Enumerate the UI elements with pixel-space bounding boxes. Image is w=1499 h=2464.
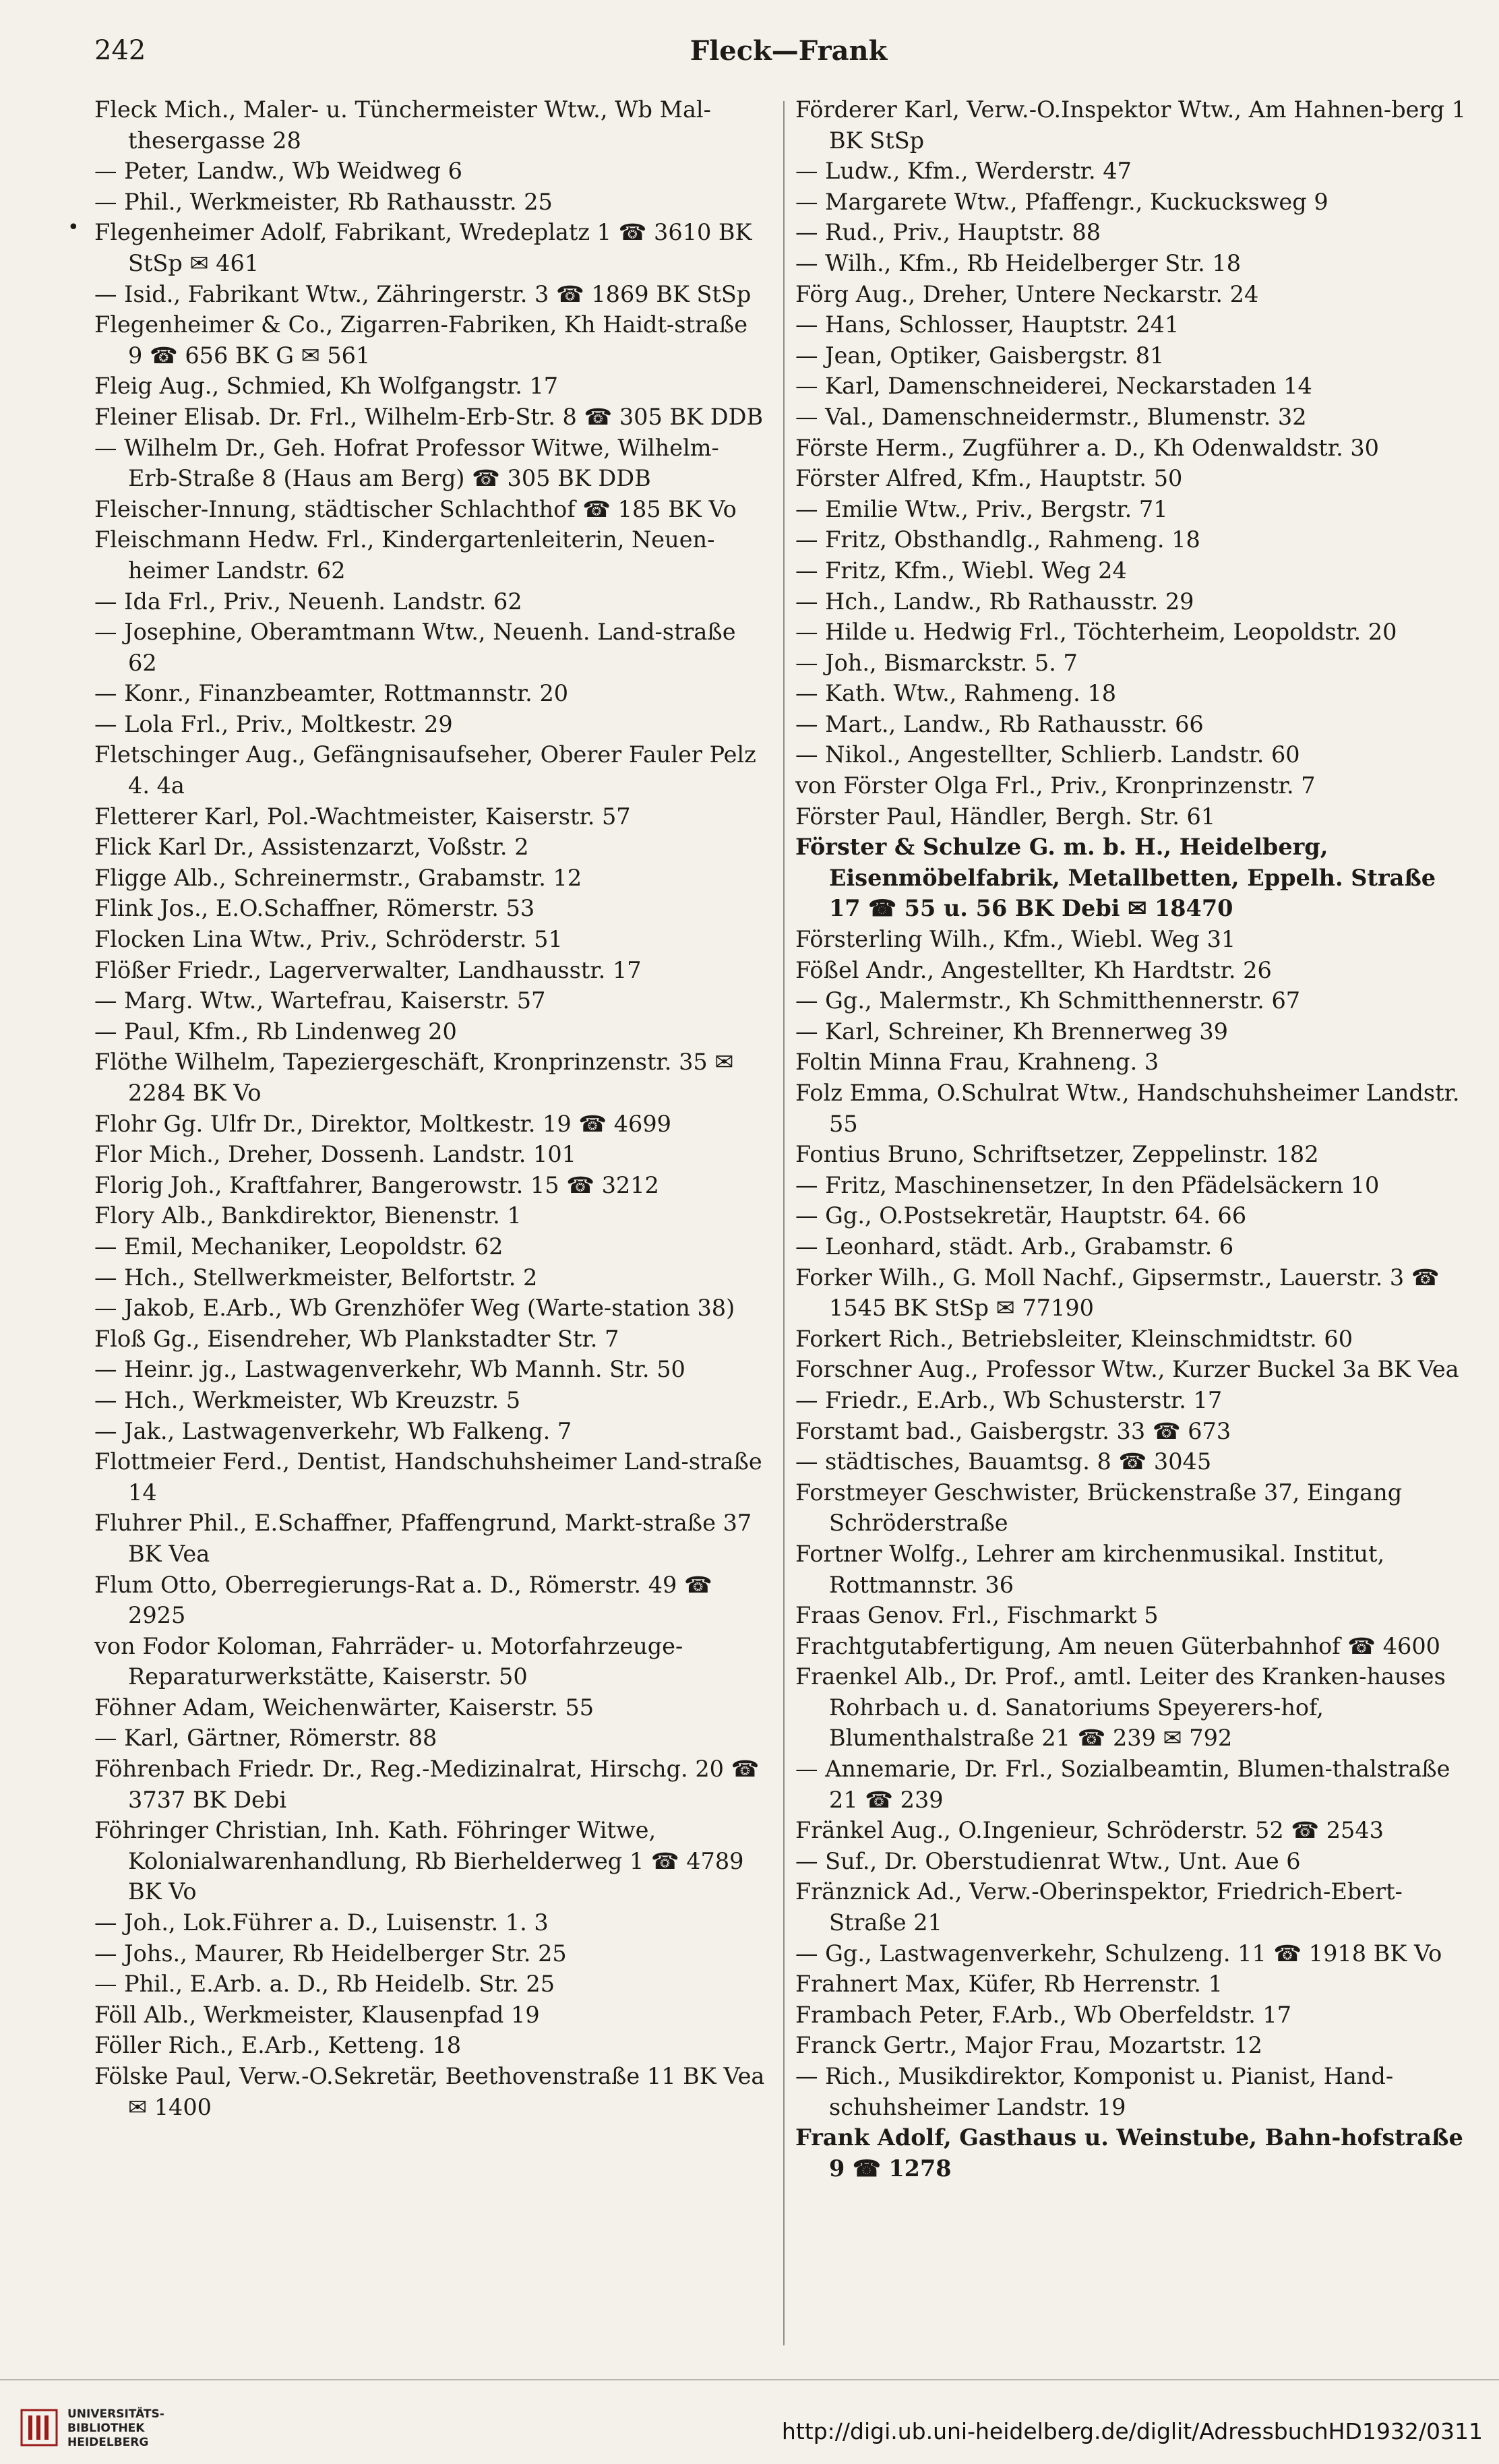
directory-entry: — Gg., O.Postsekretär, Hauptstr. 64. 66: [795, 1202, 1247, 1229]
directory-entry: Föller Rich., E.Arb., Ketteng. 18: [94, 2032, 462, 2059]
directory-entry: — Phil., E.Arb. a. D., Rb Heidelb. Str. 25: [94, 1971, 555, 1998]
directory-entry: Fletterer Karl, Pol.-Wachtmeister, Kaiserstr. 57: [94, 803, 631, 830]
directory-entry: Flegenheimer & Co., Zigarren-Fabriken, Kh Haidt-straße 9 ☎ 656 BK G ✉ 561: [94, 311, 748, 369]
directory-entry: — städtisches, Bauamtsg. 8 ☎ 3045: [795, 1448, 1212, 1475]
directory-entry: Förster Paul, Händler, Bergh. Str. 61: [795, 803, 1216, 830]
directory-entry: — Peter, Landw., Wb Weidweg 6: [94, 158, 462, 185]
directory-entry: Förderer Karl, Verw.-O.Inspektor Wtw., Am Hahnen-berg 1 BK StSp: [795, 96, 1466, 154]
running-title: Fleck—Frank: [690, 35, 888, 67]
directory-entry: — Karl, Gärtner, Römerstr. 88: [94, 1725, 437, 1752]
directory-entry: — Joh., Bismarckstr. 5. 7: [795, 649, 1078, 676]
directory-entry: — Rud., Priv., Hauptstr. 88: [795, 219, 1101, 246]
directory-entry: — Wilhelm Dr., Geh. Hofrat Professor Witwe, Wilhelm-Erb-Straße 8 (Haus am Berg) ☎ 305 BK DDB: [94, 434, 719, 492]
directory-entry: — Jean, Optiker, Gaisbergstr. 81: [795, 342, 1165, 369]
directory-entry: Forkert Rich., Betriebsleiter, Kleinschmidtstr. 60: [795, 1325, 1353, 1352]
directory-entry: Fleig Aug., Schmied, Kh Wolfgangstr. 17: [94, 373, 559, 400]
directory-entry: — Friedr., E.Arb., Wb Schusterstr. 17: [795, 1386, 1223, 1413]
directory-entry: — Kath. Wtw., Rahmeng. 18: [795, 680, 1117, 707]
directory-entry: Forstamt bad., Gaisbergstr. 33 ☎ 673: [795, 1417, 1231, 1444]
directory-entry: Flick Karl Dr., Assistenzarzt, Voßstr. 2: [94, 834, 529, 861]
directory-entry: Flößer Friedr., Lagerverwalter, Landhausstr. 17: [94, 956, 642, 983]
directory-entry: Frambach Peter, F.Arb., Wb Oberfeldstr. 17: [795, 2001, 1292, 2028]
directory-entry: — Fritz, Maschinensetzer, In den Pfädelsäckern 10: [795, 1171, 1380, 1198]
directory-entry: Föhner Adam, Weichenwärter, Kaiserstr. 55: [94, 1694, 594, 1721]
directory-entry: Florig Joh., Kraftfahrer, Bangerowstr. 15 ☎ 3212: [94, 1171, 659, 1198]
logo-line-1: UNIVERSITÄTS-: [67, 2407, 164, 2421]
directory-entry: — Mart., Landw., Rb Rathausstr. 66: [795, 710, 1204, 737]
source-url[interactable]: http://digi.ub.uni-heidelberg.de/diglit/AdressbuchHD1932/0311: [781, 2418, 1483, 2444]
directory-entry: — Emil, Mechaniker, Leopoldstr. 62: [94, 1233, 503, 1260]
page-header: [94, 35, 1483, 75]
directory-entry: — Konr., Finanzbeamter, Rottmannstr. 20: [94, 680, 569, 707]
directory-entry: — Fritz, Kfm., Wiebl. Weg 24: [795, 557, 1127, 584]
directory-entry: — Wilh., Kfm., Rb Heidelberger Str. 18: [795, 249, 1242, 276]
directory-entry: Flegenheimer Adolf, Fabrikant, Wredeplatz 1 ☎ 3610 BK StSp ✉ 461: [94, 219, 752, 276]
directory-entry: Förste Herm., Zugführer a. D., Kh Odenwaldstr. 30: [795, 434, 1379, 461]
directory-entry: Fleischer-Innung, städtischer Schlachthof ☎ 185 BK Vo: [94, 495, 737, 522]
directory-entry: Flottmeier Ferd., Dentist, Handschuhsheimer Land-straße 14: [94, 1448, 762, 1506]
directory-entry: — Lola Frl., Priv., Moltkestr. 29: [94, 710, 453, 737]
page-number: 242: [94, 35, 146, 66]
directory-entry: Flohr Gg. Ulfr Dr., Direktor, Moltkestr. 19 ☎ 4699: [94, 1110, 671, 1137]
directory-entry: — Hans, Schlosser, Hauptstr. 241: [795, 311, 1180, 338]
directory-entry: Floß Gg., Eisendreher, Wb Plankstadter Str. 7: [94, 1325, 619, 1352]
directory-entry: — Joh., Lok.Führer a. D., Luisenstr. 1. 3: [94, 1909, 549, 1936]
directory-entry: Fontius Bruno, Schriftsetzer, Zeppelinstr. 182: [795, 1141, 1319, 1168]
directory-entry: — Ida Frl., Priv., Neuenh. Landstr. 62: [94, 588, 522, 615]
directory-entry: — Leonhard, städt. Arb., Grabamstr. 6: [795, 1233, 1234, 1260]
directory-entry: — Marg. Wtw., Wartefrau, Kaiserstr. 57: [94, 987, 546, 1014]
directory-entry: Föhrenbach Friedr. Dr., Reg.-Medizinalrat, Hirschg. 20 ☎ 3737 BK Debi: [94, 1756, 760, 1813]
directory-entry: — Ludw., Kfm., Werderstr. 47: [795, 158, 1132, 185]
directory-entry: von Förster Olga Frl., Priv., Kronprinzenstr. 7: [795, 772, 1316, 799]
directory-entry: — Annemarie, Dr. Frl., Sozialbeamtin, Blumen-thalstraße 21 ☎ 239: [795, 1756, 1450, 1813]
directory-entry: — Hch., Stellwerkmeister, Belfortstr. 2: [94, 1264, 538, 1291]
directory-entry: Fraas Genov. Frl., Fischmarkt 5: [795, 1602, 1159, 1629]
directory-entry: Fölske Paul, Verw.-O.Sekretär, Beethovenstraße 11 BK Vea ✉ 1400: [94, 2063, 765, 2120]
directory-entry: — Paul, Kfm., Rb Lindenweg 20: [94, 1018, 457, 1045]
left-column: [94, 94, 768, 2345]
directory-entry: Frachtgutabfertigung, Am neuen Güterbahnhof ☎ 4600: [795, 1632, 1440, 1659]
directory-entry: — Nikol., Angestellter, Schlierb. Landstr. 60: [795, 741, 1300, 768]
directory-entry: Fletschinger Aug., Gefängnisaufseher, Oberer Fauler Pelz 4. 4a: [94, 741, 756, 799]
directory-entry: Forker Wilh., G. Moll Nachf., Gipsermstr., Lauerstr. 3 ☎ 1545 BK StSp ✉ 77190: [795, 1264, 1440, 1322]
directory-entry: — Margarete Wtw., Pfaffengr., Kuckucksweg 9: [795, 188, 1328, 215]
directory-entry: — Karl, Damenschneiderei, Neckarstaden 14: [795, 373, 1312, 400]
directory-entry: Föhringer Christian, Inh. Kath. Föhringer Witwe, Kolonialwarenhandlung, Rb Bierhelderweg 1 ☎ 4789 BK Vo: [94, 1817, 744, 1905]
directory-entry: Fortner Wolfg., Lehrer am kirchenmusikal. Institut, Rottmannstr. 36: [795, 1540, 1385, 1598]
right-column: [795, 94, 1469, 2345]
directory-entry: — Jakob, E.Arb., Wb Grenzhöfer Weg (Warte-station 38): [94, 1295, 735, 1322]
directory-entry: Fligge Alb., Schreinermstr., Grabamstr. 12: [94, 864, 582, 891]
directory-entry: Flum Otto, Oberregierungs-Rat a. D., Römerstr. 49 ☎ 2925: [94, 1571, 712, 1629]
directory-entry: Foltin Minna Frau, Krahneng. 3: [795, 1049, 1159, 1076]
library-logo: [20, 2406, 222, 2453]
directory-entry: — Suf., Dr. Oberstudienrat Wtw., Unt. Aue 6: [795, 1847, 1301, 1874]
margin-dot-mark: •: [67, 216, 80, 239]
directory-entry: Fleischmann Hedw. Frl., Kindergartenleiterin, Neuen-heimer Landstr. 62: [94, 526, 715, 584]
directory-entry: Fränkel Aug., O.Ingenieur, Schröderstr. 52 ☎ 2543: [795, 1817, 1384, 1844]
directory-entry: — Johs., Maurer, Rb Heidelberger Str. 25: [94, 1940, 567, 1967]
directory-entry: Forschner Aug., Professor Wtw., Kurzer Buckel 3a BK Vea: [795, 1356, 1459, 1383]
directory-entry: — Gg., Lastwagenverkehr, Schulzeng. 11 ☎ 1918 BK Vo: [795, 1940, 1442, 1967]
directory-entry: — Phil., Werkmeister, Rb Rathausstr. 25: [94, 188, 553, 215]
logo-line-2: BIBLIOTHEK: [67, 2422, 145, 2435]
directory-entry: — Josephine, Oberamtmann Wtw., Neuenh. Land-straße 62: [94, 619, 736, 676]
footer-rule: [0, 2379, 1499, 2380]
directory-entry: Frank Adolf, Gasthaus u. Weinstube, Bahn-hofstraße 9 ☎ 1278: [795, 2124, 1463, 2182]
directory-entry: Flory Alb., Bankdirektor, Bienenstr. 1: [94, 1202, 522, 1229]
column-divider: [783, 101, 785, 2345]
directory-entry: Fluhrer Phil., E.Schaffner, Pfaffengrund, Markt-straße 37 BK Vea: [94, 1510, 752, 1567]
directory-entry: Flink Jos., E.O.Schaffner, Römerstr. 53: [94, 895, 535, 922]
directory-entry: von Fodor Koloman, Fahrräder- u. Motorfahrzeuge-Reparaturwerkstätte, Kaiserstr. 50: [94, 1632, 683, 1690]
logo-line-3: HEIDELBERG: [67, 2436, 149, 2449]
directory-entry: — Hilde u. Hedwig Frl., Töchterheim, Leopoldstr. 20: [795, 619, 1397, 646]
directory-entry: Frahnert Max, Küfer, Rb Herrenstr. 1: [795, 1971, 1223, 1998]
directory-entry: Flor Mich., Dreher, Dossenh. Landstr. 101: [94, 1141, 576, 1168]
directory-entry: — Gg., Malermstr., Kh Schmitthennerstr. 67: [795, 987, 1301, 1014]
directory-entry: Förg Aug., Dreher, Untere Neckarstr. 24: [795, 280, 1259, 307]
directory-entry: — Heinr. jg., Lastwagenverkehr, Wb Mannh. Str. 50: [94, 1356, 685, 1383]
directory-entry: — Val., Damenschneidermstr., Blumenstr. 32: [795, 403, 1307, 430]
directory-entry: Forstmeyer Geschwister, Brückenstraße 37, Eingang Schröderstraße: [795, 1479, 1403, 1537]
directory-entry: — Isid., Fabrikant Wtw., Zähringerstr. 3 ☎ 1869 BK StSp: [94, 280, 752, 307]
directory-entry: — Fritz, Obsthandlg., Rahmeng. 18: [795, 526, 1200, 553]
directory-entry: Fleiner Elisab. Dr. Frl., Wilhelm-Erb-Str. 8 ☎ 305 BK DDB: [94, 403, 764, 430]
directory-entry: Franck Gertr., Major Frau, Mozartstr. 12: [795, 2032, 1262, 2059]
directory-entry: — Hch., Werkmeister, Wb Kreuzstr. 5: [94, 1386, 521, 1413]
directory-entry: Fleck Mich., Maler- u. Tünchermeister Wtw., Wb Mal-thesergasse 28: [94, 96, 711, 154]
directory-entry: — Rich., Musikdirektor, Komponist u. Pianist, Hand-schuhsheimer Landstr. 19: [795, 2063, 1394, 2120]
directory-entry: — Emilie Wtw., Priv., Bergstr. 71: [795, 495, 1168, 522]
directory-entry: Fränznick Ad., Verw.-Oberinspektor, Friedrich-Ebert-Straße 21: [795, 1878, 1403, 1936]
directory-entry: Folz Emma, O.Schulrat Wtw., Handschuhsheimer Landstr. 55: [795, 1080, 1460, 1137]
directory-entry: Förster Alfred, Kfm., Hauptstr. 50: [795, 465, 1183, 492]
directory-entry: Fraenkel Alb., Dr. Prof., amtl. Leiter des Kranken-hauses Rohrbach u. d. Sanatoriums Speyerers-hof, Blumenthalstraße 21 ☎ 239 ✉ 792: [795, 1663, 1446, 1752]
directory-entry: Förster & Schulze G. m. b. H., Heidelberg, Eisenmöbelfabrik, Metallbetten, Eppelh. Straße 17 ☎ 55 u. 56 BK Debi ✉ 18470: [795, 834, 1436, 922]
directory-entry: Flocken Lina Wtw., Priv., Schröderstr. 51: [94, 926, 563, 953]
directory-entry: — Jak., Lastwagenverkehr, Wb Falkeng. 7: [94, 1417, 572, 1444]
directory-entry: Försterling Wilh., Kfm., Wiebl. Weg 31: [795, 926, 1236, 953]
directory-entry: Föll Alb., Werkmeister, Klausenpfad 19: [94, 2001, 540, 2028]
directory-entry: — Karl, Schreiner, Kh Brennerweg 39: [795, 1018, 1228, 1045]
library-emblem-icon: [20, 2409, 58, 2446]
directory-entry: — Hch., Landw., Rb Rathausstr. 29: [795, 588, 1194, 615]
directory-entry: Fößel Andr., Angestellter, Kh Hardtstr. 26: [795, 956, 1272, 983]
directory-entry: Flöthe Wilhelm, Tapeziergeschäft, Kronprinzenstr. 35 ✉ 2284 BK Vo: [94, 1049, 734, 1106]
